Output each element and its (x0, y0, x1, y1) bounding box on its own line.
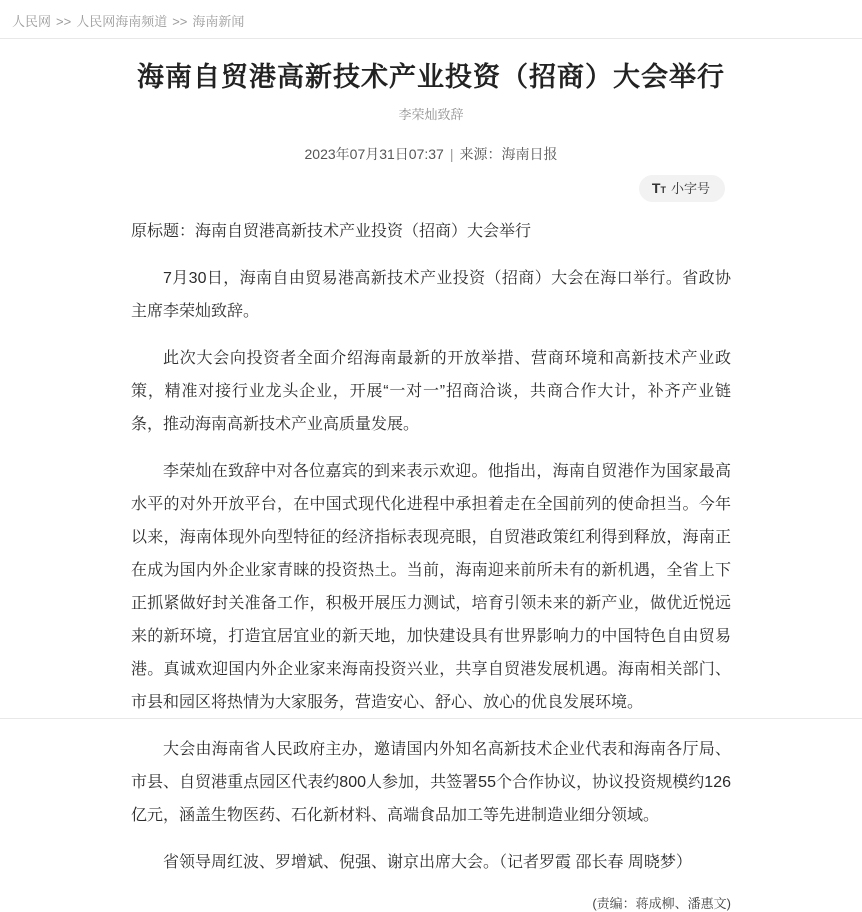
breadcrumb (0, 0, 862, 28)
editor-note: (责编：蒋成柳、潘惠文) (592, 895, 731, 911)
breadcrumb-separator: >> (56, 14, 72, 29)
page-title: 海南自贸港高新技术产业投资（招商）大会举行 (137, 62, 725, 92)
font-size-icon: TT (651, 180, 666, 197)
publish-date: 2023年07月31日07:37 (304, 146, 444, 163)
article-paragraph: 省领导周红波、罗增斌、倪强、谢京出席大会。（记者罗霞 邵长春 周晓梦） (163, 853, 692, 871)
article-paragraph: 李荣灿在致辞中对各位嘉宾的到来表示欢迎。他指出，海南自贸港作为国家最高水平的对外开放平台，在中国式现代化进程中承担着走在全国前列的使命担当。今年以来，海南体现外向型特征的经济指标表现亮眼，自贸港政策红利得到释放，海南正在成为国内外企业家青睐的投资热土。当前，海南迎来前所未有的新机遇，全省上下正抓紧做好封关准备工作，积极开展压力测试，培育引领未来的新产业，做优近悦远来的新环境，打造宜居宜业的新天地，加快建设具有世界影响力的中国特色自由贸易港。真诚欢迎国内外企业家来海南投资兴业，共享自贸港发展机遇。海南相关部门、市县和园区将热情为大家服务，营造安心、舒心、放心的优良发展环境。 (131, 462, 731, 711)
breadcrumb-separator: >> (172, 14, 188, 29)
header-divider (0, 38, 862, 39)
breadcrumb-link-peoples-daily[interactable]: 人民网 (12, 14, 52, 29)
article-meta (131, 144, 731, 164)
article-paragraph: 此次大会向投资者全面介绍海南最新的开放举措、营商环境和高新技术产业政策，精准对接行业龙头企业，开展“一对一”招商洽谈，共商合作大计，补齐产业链条，推动海南高新技术产业高质量发展。 (131, 349, 731, 433)
article-toolbar (131, 175, 731, 202)
font-size-button[interactable] (639, 175, 725, 202)
font-size-button-label: 小字号 (670, 181, 710, 197)
footer-divider (0, 718, 862, 719)
breadcrumb-link-hainan-channel[interactable]: 人民网海南频道 (76, 14, 168, 29)
meta-pipe-divider: | (449, 146, 454, 163)
source-link[interactable]: 海南日报 (501, 146, 558, 163)
article-paragraph: 大会由海南省人民政府主办，邀请国内外知名高新技术企业代表和海南各厅局、市县、自贸港重点园区代表约800人参加，共签署55个合作协议，协议投资规模约126亿元，涵盖生物医药、石化新材料、高端食品加工等先进制造业细分领域。 (131, 740, 731, 824)
article-body (131, 215, 731, 879)
article-content (131, 60, 731, 912)
article-subtitle: 李荣灿致辞 (398, 107, 464, 123)
source-label: 来源： (459, 146, 502, 163)
original-title-line: 原标题：海南自贸港高新技术产业投资（招商）大会举行 (131, 222, 532, 240)
breadcrumb-link-hainan-news[interactable]: 海南新闻 (192, 14, 245, 29)
article-paragraph: 7月30日，海南自由贸易港高新技术产业投资（招商）大会在海口举行。省政协主席李荣灿致辞。 (131, 269, 731, 320)
